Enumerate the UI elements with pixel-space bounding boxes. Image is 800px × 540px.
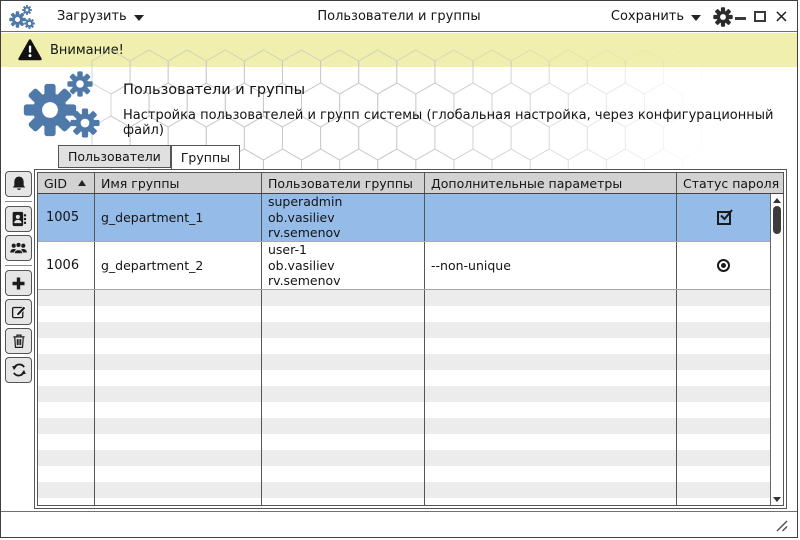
warning-text: Внимание! — [50, 42, 124, 58]
empty-rows-area — [38, 290, 770, 505]
load-menu-button[interactable] — [57, 1, 144, 32]
warning-banner — [1, 33, 797, 67]
add-button[interactable] — [5, 270, 32, 296]
tab-bar — [58, 145, 240, 169]
page-title: Пользователи и группы — [123, 82, 306, 98]
column-header-gid[interactable]: GID — [38, 173, 95, 193]
plus-icon — [10, 275, 27, 292]
table-body — [38, 194, 770, 505]
triangle-up-icon — [773, 198, 781, 203]
users-group-icon — [9, 239, 28, 258]
address-book-icon — [10, 210, 28, 228]
user-entry: rv.semenov — [268, 273, 341, 289]
load-menu-label: Загрузить — [57, 9, 127, 24]
side-toolbar — [4, 171, 33, 383]
column-header-extra-params[interactable]: Дополнительные параметры — [425, 173, 677, 193]
minimize-button-icon[interactable] — [735, 17, 746, 20]
table-header-row — [38, 173, 783, 194]
titlebar — [1, 1, 797, 32]
edit-pencil-icon — [10, 303, 28, 321]
refresh-button[interactable] — [5, 357, 32, 383]
status-bar — [1, 511, 797, 536]
app-gears-logo-icon — [9, 4, 37, 31]
cell-group-name: g_department_1 — [95, 194, 262, 241]
cell-password-status — [677, 242, 770, 289]
column-header-group-name[interactable]: Имя группы — [95, 173, 262, 193]
tab-users[interactable]: Пользователи — [58, 145, 171, 168]
settings-gear-icon[interactable] — [713, 7, 733, 27]
page-header — [1, 67, 797, 145]
cell-group-name: g_department_2 — [95, 242, 262, 289]
notifications-button[interactable] — [5, 171, 32, 197]
save-menu-button[interactable] — [611, 1, 701, 32]
chevron-down-icon — [691, 15, 701, 21]
cell-group-users — [262, 242, 425, 289]
table-row[interactable] — [38, 194, 770, 242]
cell-gid: 1005 — [38, 194, 95, 241]
password-status-radio-on-icon[interactable] — [717, 259, 730, 272]
cell-extra-params — [425, 194, 677, 241]
user-entry: ob.vasiliev — [268, 257, 335, 273]
cell-gid: 1006 — [38, 242, 95, 289]
resize-grip-icon[interactable] — [774, 518, 790, 532]
groups-table — [37, 172, 784, 506]
scrollbar-thumb[interactable] — [773, 206, 781, 234]
scroll-up-button[interactable] — [771, 195, 783, 205]
user-entry: user-1 — [268, 242, 307, 258]
tab-groups[interactable]: Группы — [171, 145, 240, 169]
column-header-password-status[interactable]: Статус пароля — [683, 175, 780, 191]
refresh-icon — [10, 361, 28, 379]
sort-ascending-icon — [78, 180, 86, 186]
close-button-icon[interactable]: × — [773, 5, 789, 27]
window-title: Пользователи и группы — [317, 9, 481, 24]
window-controls — [735, 1, 789, 32]
bell-icon — [10, 175, 28, 193]
delete-button[interactable] — [5, 328, 32, 354]
chevron-down-icon — [134, 15, 144, 21]
vertical-scrollbar[interactable] — [770, 194, 783, 505]
cell-group-users — [262, 194, 425, 241]
column-grid-lines — [38, 290, 770, 505]
maximize-button-icon[interactable] — [754, 11, 766, 22]
edit-button[interactable] — [5, 299, 32, 325]
cell-extra-params: --non-unique — [425, 242, 677, 289]
trash-icon — [10, 332, 28, 350]
warning-triangle-icon — [18, 39, 42, 61]
user-groups-button[interactable] — [5, 235, 32, 261]
user-entry: ob.vasiliev — [268, 209, 335, 225]
user-entry: rv.semenov — [268, 225, 341, 241]
gears-logo-icon — [23, 71, 113, 143]
table-panel — [34, 169, 787, 509]
cell-password-status — [677, 194, 770, 241]
triangle-down-icon — [773, 497, 781, 502]
toolbar-separator — [5, 201, 32, 202]
password-status-checkbox-checked-icon[interactable] — [717, 211, 731, 225]
user-card-button[interactable] — [5, 206, 32, 232]
user-entry: superadmin — [268, 194, 343, 210]
table-row[interactable] — [38, 242, 770, 290]
toolbar-separator — [5, 265, 32, 266]
page-subtitle: Настройка пользователей и групп системы (глобальная настройка, через конфигурационный файл) — [123, 108, 774, 138]
column-header-group-users[interactable]: Пользователи группы — [262, 173, 425, 193]
scroll-down-button[interactable] — [771, 494, 783, 504]
save-menu-label: Сохранить — [610, 9, 684, 24]
